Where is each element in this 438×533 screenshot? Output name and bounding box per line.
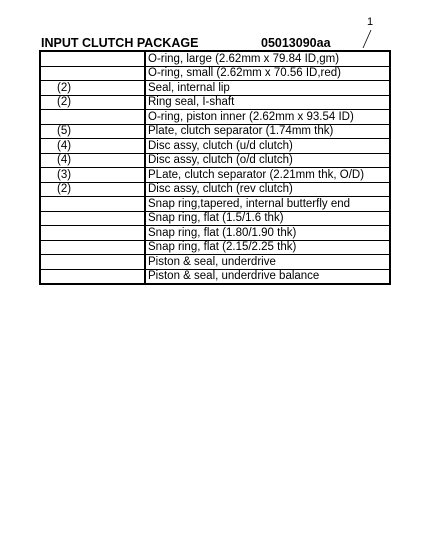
- callout-number: 1: [367, 16, 374, 28]
- quantity-cell: [40, 269, 145, 284]
- table-row: [40, 51, 390, 66]
- quantity-cell: (2): [40, 95, 145, 110]
- description-cell: Disc assy, clutch (o/d clutch): [145, 153, 390, 168]
- quantity-cell: (4): [40, 139, 145, 154]
- quantity-cell: [40, 240, 145, 255]
- quantity-cell: (2): [40, 182, 145, 197]
- quantity-cell: (5): [40, 124, 145, 139]
- quantity-cell: (2): [40, 81, 145, 96]
- description-cell: Plate, clutch separator (1.74mm thk): [145, 124, 390, 139]
- table-row: [40, 168, 390, 183]
- table-row: [40, 197, 390, 212]
- table-row: [40, 240, 390, 255]
- description-cell: Ring seal, I-shaft: [145, 95, 390, 110]
- quantity-cell: [40, 226, 145, 241]
- quantity-cell: [40, 255, 145, 270]
- quantity-cell: (4): [40, 153, 145, 168]
- description-cell: O-ring, small (2.62mm x 70.56 ID,red): [145, 66, 390, 81]
- table-header: [41, 36, 391, 50]
- table-row: [40, 81, 390, 96]
- parts-table: [39, 50, 391, 285]
- quantity-cell: [40, 66, 145, 81]
- package-title: INPUT CLUTCH PACKAGE: [41, 36, 199, 50]
- description-cell: Snap ring, flat (1.5/1.6 thk): [145, 211, 390, 226]
- table-row: [40, 255, 390, 270]
- table-row: [40, 66, 390, 81]
- table-row: [40, 95, 390, 110]
- quantity-cell: (3): [40, 168, 145, 183]
- description-cell: Disc assy, clutch (rev clutch): [145, 182, 390, 197]
- table-row: [40, 269, 390, 284]
- quantity-cell: [40, 211, 145, 226]
- table-row: [40, 110, 390, 125]
- quantity-cell: [40, 110, 145, 125]
- description-cell: Snap ring, flat (2.15/2.25 thk): [145, 240, 390, 255]
- description-cell: Seal, internal lip: [145, 81, 390, 96]
- description-cell: O-ring, large (2.62mm x 79.84 ID,gm): [145, 51, 390, 66]
- parts-table-body: [40, 51, 390, 284]
- description-cell: Disc assy, clutch (u/d clutch): [145, 139, 390, 154]
- description-cell: PLate, clutch separator (2.21mm thk, O/D): [145, 168, 390, 183]
- description-cell: O-ring, piston inner (2.62mm x 93.54 ID): [145, 110, 390, 125]
- description-cell: Snap ring, flat (1.80/1.90 thk): [145, 226, 390, 241]
- quantity-cell: [40, 51, 145, 66]
- quantity-cell: [40, 197, 145, 212]
- table-row: [40, 153, 390, 168]
- description-cell: Piston & seal, underdrive: [145, 255, 390, 270]
- table-row: [40, 226, 390, 241]
- package-part-number: 05013090aa: [261, 36, 331, 50]
- table-row: [40, 124, 390, 139]
- description-cell: Snap ring,tapered, internal butterfly end: [145, 197, 390, 212]
- table-row: [40, 211, 390, 226]
- table-row: [40, 139, 390, 154]
- description-cell: Piston & seal, underdrive balance: [145, 269, 390, 284]
- table-row: [40, 182, 390, 197]
